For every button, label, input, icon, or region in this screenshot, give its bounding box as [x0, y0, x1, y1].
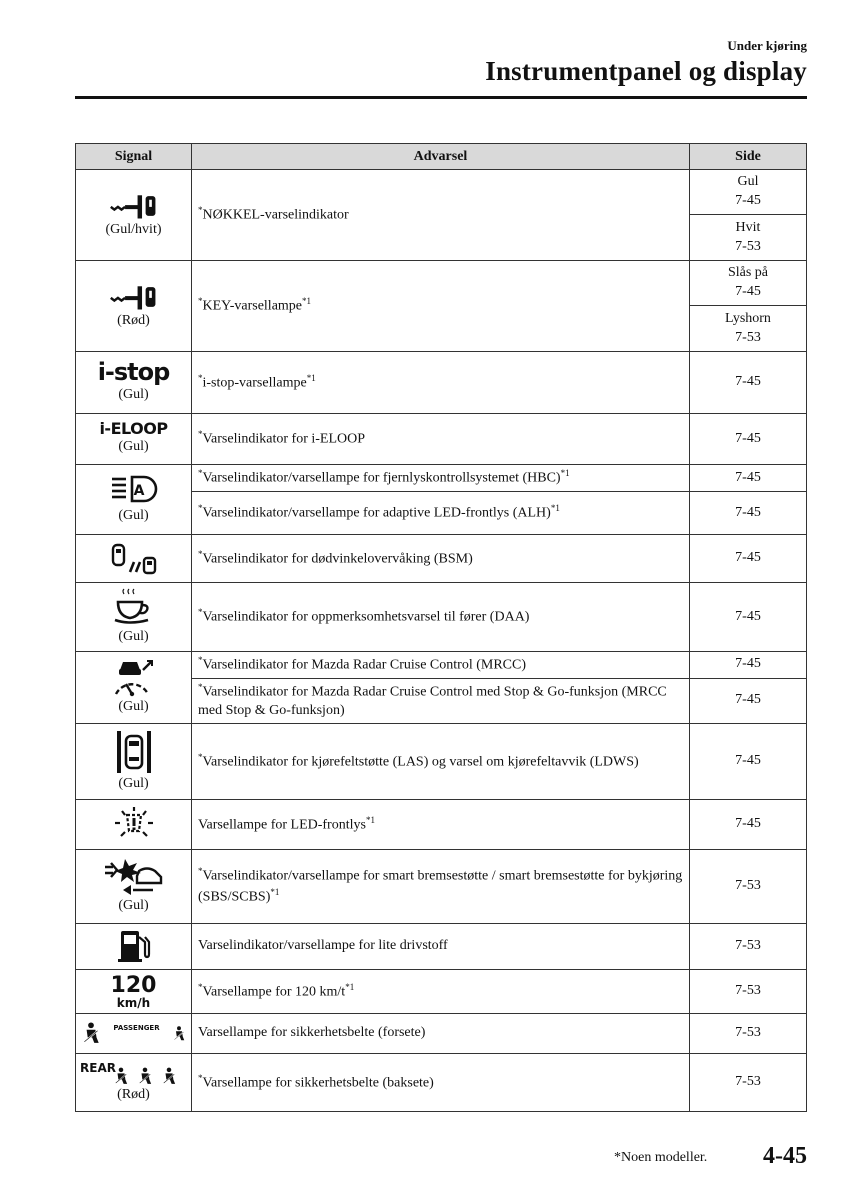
i-stop-icon: i-stop [97, 358, 170, 387]
warning-cell: *NØKKEL-varselindikator [192, 170, 690, 261]
page-cell: Lyshorn 7-53 [690, 306, 807, 352]
warning-cell: Varsellampe for sikkerhetsbelte (forsete) [192, 1013, 690, 1053]
table-row [76, 261, 807, 306]
page-cell: Slås på 7-45 [690, 261, 807, 306]
warning-cell: *Varselindikator for kjørefeltstøtte (LAS) og varsel om kjørefeltavvik (LDWS) [192, 723, 690, 799]
signal-cell [76, 799, 192, 849]
warning-cell: *Varselindikator for oppmerksomhetsvarsel til fører (DAA) [192, 583, 690, 652]
coffee-cup-icon [112, 588, 156, 628]
page-cell: Gul 7-45 [690, 170, 807, 215]
col-header-warning: Advarsel [192, 144, 690, 170]
signal-cell [76, 849, 192, 923]
warning-cell: *KEY-varsellampe$^{*1}$ [192, 261, 690, 352]
page-cell: 7-53 [690, 969, 807, 1013]
page-cell: 7-53 [690, 849, 807, 923]
signal-cell [76, 352, 192, 414]
warning-cell: *Varselindikator for Mazda Radar Cruise Control (MRCC) [192, 652, 690, 679]
table-row [76, 969, 807, 1013]
passenger-label: PASSENGER [113, 1023, 160, 1032]
signal-cell [76, 969, 192, 1013]
warning-cell: *Varselindikator for Mazda Radar Cruise Control med Stop & Go-funksjon (MRCC med Stop & Go-funksjon) [192, 678, 690, 723]
signal-cell [76, 414, 192, 465]
page-cell: 7-45 [690, 678, 807, 723]
warning-cell: *Varselindikator/varsellampe for adaptive LED-frontlys (ALH)$^{*1}$ [192, 492, 690, 535]
table-row [76, 465, 807, 492]
table-row [76, 583, 807, 652]
signal-cell [76, 723, 192, 799]
page-cell: 7-45 [690, 723, 807, 799]
warning-cell: *i-stop-varsellampe$^{*1}$ [192, 352, 690, 414]
warning-cell: *Varsellampe for 120 $km/t^{*1}$ [192, 969, 690, 1013]
color-caption: (Gul) [118, 508, 149, 524]
color-caption: (Gul) [118, 438, 149, 454]
color-caption: (Gul) [118, 776, 149, 792]
page-cell: 7-53 [690, 1013, 807, 1053]
warning-cell: *Varselindikator for dødvinkelovervåking (BSM) [192, 535, 690, 583]
color-caption: (Gul/hvit) [105, 221, 162, 237]
smart-brake-icon [103, 857, 165, 897]
color-caption: (Rød) [117, 312, 150, 328]
page-cell: 7-45 [690, 465, 807, 492]
high-beam-auto-icon [110, 473, 158, 507]
table-row [76, 170, 807, 215]
page-title: Instrumentpanel og display [485, 56, 807, 86]
page-cell: 7-45 [690, 414, 807, 465]
page-cell: Hvit 7-53 [690, 215, 807, 261]
table-row [76, 723, 807, 799]
page-cell: 7-53 [690, 923, 807, 969]
page-cell: 7-45 [690, 535, 807, 583]
col-header-page: Side [690, 144, 807, 170]
table-row [76, 1013, 807, 1053]
color-caption: (Rød) [117, 1087, 150, 1103]
seatbelt-icon [162, 1067, 176, 1085]
warning-cell: *Varselindikator/varsellampe for smart bremsestøtte / smart bremsestøtte for bykjøring (SBS/SCBS)$^{*1}$ [192, 849, 690, 923]
table-row [76, 923, 807, 969]
signal-cell [76, 923, 192, 969]
seatbelt-icon [82, 1022, 100, 1044]
rear-label: REAR [80, 1061, 116, 1076]
page-cell: 7-45 [690, 583, 807, 652]
page-cell: 7-45 [690, 492, 807, 535]
signal-cell [76, 1053, 192, 1111]
table-row [76, 535, 807, 583]
speed-unit-label: km/h [116, 995, 151, 1010]
warning-cell: *Varselindikator for i-ELOOP [192, 414, 690, 465]
section-label: Under kjøring [727, 38, 807, 53]
table-row [76, 1053, 807, 1111]
col-header-signal: Signal [76, 144, 192, 170]
seatbelt-icon [173, 1026, 185, 1041]
led-headlight-warning-icon [113, 806, 155, 842]
svg-text:A: A [133, 483, 144, 500]
radar-cruise-icon [111, 658, 157, 698]
page-cell: 7-45 [690, 799, 807, 849]
key-warning-icon [109, 191, 159, 221]
signal-cell [76, 1013, 192, 1053]
page-cell: 7-45 [690, 352, 807, 414]
signal-cell [76, 465, 192, 535]
signal-cell [76, 261, 192, 352]
warning-cell: Varsellampe for LED-frontlys$^{*1}$ [192, 799, 690, 849]
page-cell: 7-53 [690, 1053, 807, 1111]
color-caption: (Gul) [118, 628, 149, 644]
table-row [76, 652, 807, 679]
signal-cell [76, 170, 192, 261]
fuel-pump-icon [115, 928, 153, 964]
table-row [76, 799, 807, 849]
page-number: 4-45 [763, 1143, 807, 1169]
key-warning-icon [109, 282, 159, 312]
seatbelt-icon [114, 1067, 128, 1085]
table-row [76, 352, 807, 414]
footnote: *Noen modeller. [614, 1150, 708, 1165]
speed-120-icon: 120 [110, 972, 157, 998]
title-rule [75, 96, 807, 99]
i-eloop-icon: i-ELOOP [99, 419, 168, 439]
signal-cell [76, 535, 192, 583]
table-row [76, 414, 807, 465]
signal-cell [76, 652, 192, 724]
blind-spot-icon [108, 542, 160, 576]
table-row [76, 849, 807, 923]
color-caption: (Gul) [118, 386, 149, 402]
page-cell: 7-45 [690, 652, 807, 679]
seatbelt-icon [138, 1067, 152, 1085]
color-caption: (Gul) [118, 699, 149, 715]
signal-cell [76, 583, 192, 652]
warning-cell: *Varselindikator/varsellampe for fjernlyskontrollsystemet (HBC)$^{*1}$ [192, 465, 690, 492]
warning-table [75, 143, 807, 1112]
lane-keep-icon [114, 729, 154, 775]
warning-cell: Varselindikator/varsellampe for lite drivstoff [192, 923, 690, 969]
color-caption: (Gul) [118, 898, 149, 914]
warning-cell: *Varsellampe for sikkerhetsbelte (baksete) [192, 1053, 690, 1111]
